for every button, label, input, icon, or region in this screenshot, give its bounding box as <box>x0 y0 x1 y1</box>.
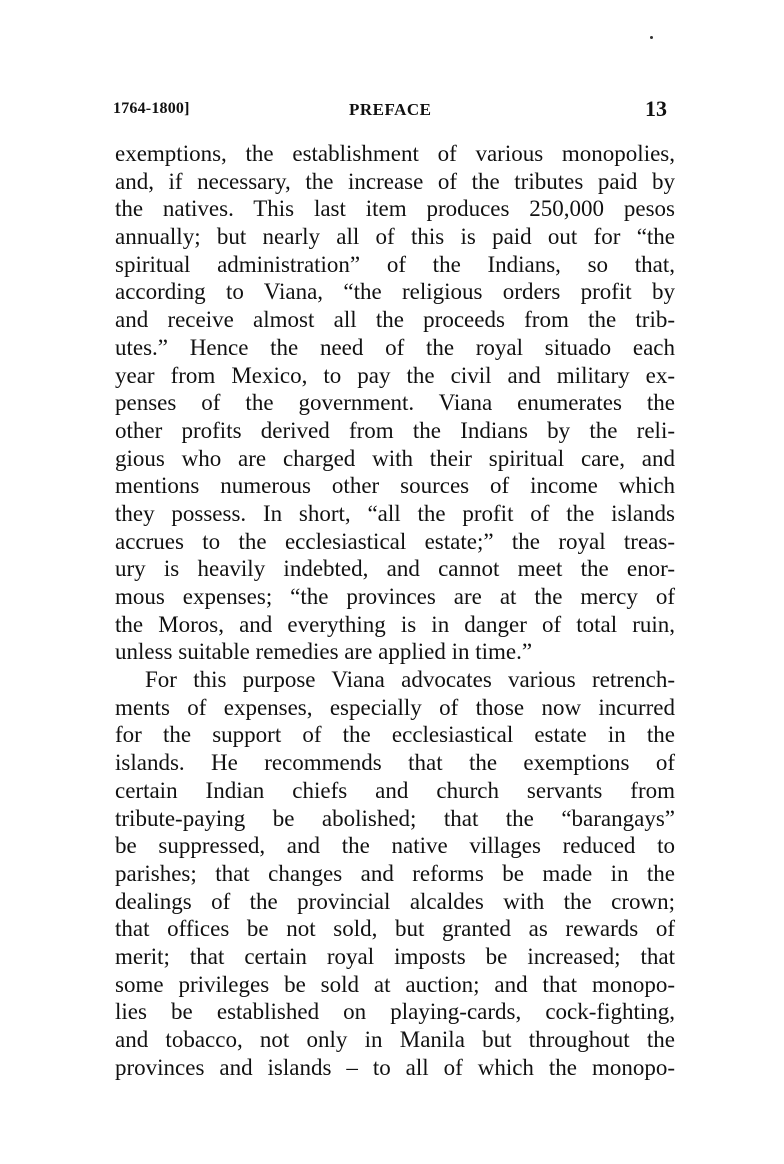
text-line: according to Viana, “the religious orders profit by <box>115 279 675 305</box>
text-line: that offices be not sold, but granted as rewards of <box>115 916 675 942</box>
text-line: merit; that certain royal imposts be increased; that <box>115 943 675 969</box>
page-number: 13 <box>645 96 667 121</box>
text-line: mentions numerous other sources of income which <box>115 473 675 499</box>
text-line: and tobacco, not only in Manila but throughout the <box>115 1027 675 1052</box>
text-line: the Moros, and everything is in danger of total ruin, <box>115 611 675 637</box>
text-line: dealings of the provincial alcaldes with the crown; <box>115 888 675 914</box>
text-line: ments of expenses, especially of those now incurred <box>115 694 675 720</box>
text-line: islands. He recommends that the exemptions of <box>115 750 675 776</box>
paragraph-start-line: For this purpose Viana advocates various retrench- <box>145 667 675 693</box>
text-line: spiritual administration” of the Indians, so that, <box>115 251 675 277</box>
text-line: gious who are charged with their spiritual care, and <box>115 445 675 471</box>
text-line: utes.” Hence the need of the royal situado each <box>115 334 675 360</box>
text-line: annually; but nearly all of this is paid out for “the <box>115 224 675 250</box>
text-line: penses of the government. Viana enumerates the <box>115 390 675 416</box>
running-title: PREFACE <box>349 100 432 119</box>
text-line: some privileges be sold at auction; and that monopo- <box>115 971 675 997</box>
body-text <box>115 140 675 1081</box>
text-line: lies be established on playing-cards, cock-fighting, <box>115 999 675 1025</box>
text-line: year from Mexico, to pay the civil and military ex- <box>115 362 675 388</box>
text-line: accrues to the ecclesiastical estate;” the royal treas- <box>115 528 675 554</box>
running-header <box>113 96 673 124</box>
text-line: tribute-paying be abolished; that the “barangays” <box>115 805 675 831</box>
text-line: other profits derived from the Indians by the reli- <box>115 417 675 443</box>
paragraph-end-line: unless suitable remedies are applied in time.” <box>115 639 533 665</box>
text-line: parishes; that changes and reforms be made in the <box>115 860 675 886</box>
text-line: for the support of the ecclesiastical estate in the <box>115 722 675 748</box>
text-line: the natives. This last item produces 250,000 pesos <box>115 196 675 222</box>
text-line: be suppressed, and the native villages reduced to <box>115 833 675 859</box>
text-line: mous expenses; “the provinces are at the mercy of <box>115 584 675 609</box>
text-line: and, if necessary, the increase of the tributes paid by <box>115 168 675 194</box>
text-line: ury is heavily indebted, and cannot meet the enor- <box>115 556 675 582</box>
text-line: and receive almost all the proceeds from the trib- <box>115 307 675 333</box>
date-range-head: 1764-1800] <box>113 100 190 117</box>
text-line: they possess. In short, “all the profit of the islands <box>115 500 675 526</box>
text-line: provinces and islands – to all of which the monopo- <box>115 1054 675 1080</box>
text-line: certain Indian chiefs and church servants from <box>115 777 675 803</box>
ink-speck <box>650 36 653 39</box>
text-line: exemptions, the establishment of various monopolies, <box>115 141 675 166</box>
